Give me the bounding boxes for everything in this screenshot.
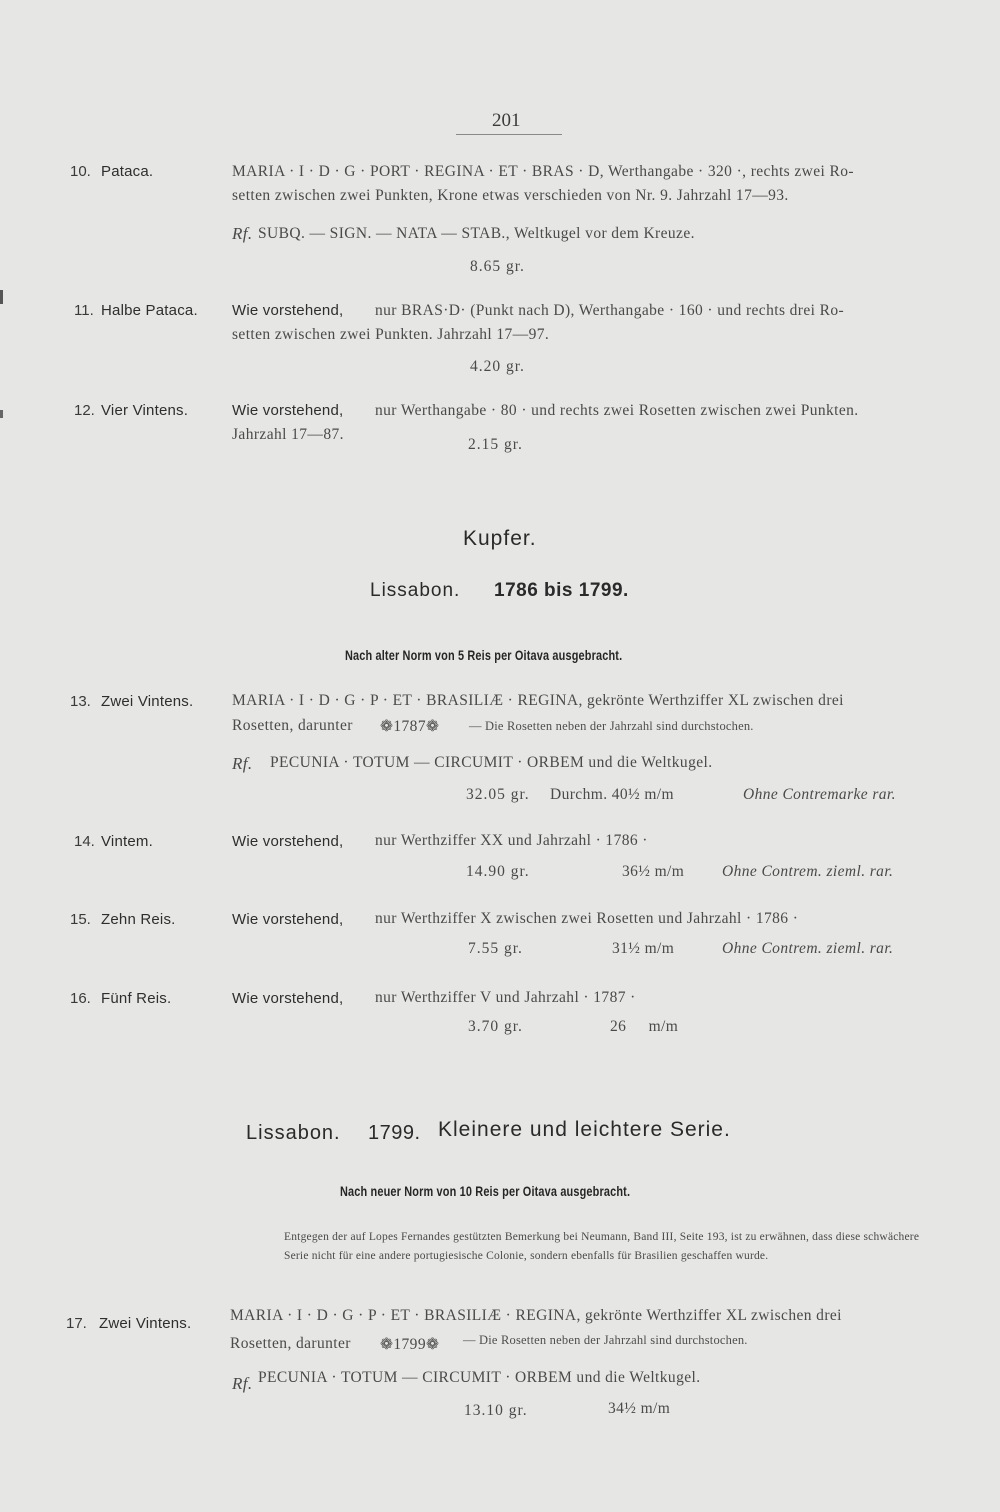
diameter: 36½ m/m (622, 863, 685, 880)
entry-text-line: MARIA · I · D · G · PORT · REGINA · ET · BRAS · D, Werthangabe · 320 ·, rechts zwei Ro- (232, 163, 854, 180)
entry-number: 16. (70, 990, 91, 1007)
entry-name: Vintem. (101, 833, 153, 850)
entry-text-line: MARIA · I · D · G · P · ET · BRASILIÆ · REGINA, gekrönte Werthziffer XL zwischen drei (232, 692, 844, 709)
entry-name: Fünf Reis. (101, 990, 172, 1007)
section-year: 1799. (368, 1122, 421, 1144)
entry-name: Zwei Vintens. (101, 693, 194, 710)
margin-mark (0, 290, 3, 304)
rosette-note: — Die Rosetten neben der Jahrzahl sind durchstochen. (469, 719, 754, 733)
rarity: Ohne Contrem. zieml. rar. (722, 940, 894, 957)
entry-number: 11. (74, 302, 94, 319)
section-subtitle-place: Lissabon. (370, 580, 461, 601)
entry-lead: Wie vorstehend, (232, 911, 344, 928)
weight: 3.70 gr. (468, 1018, 523, 1035)
entry-lead: Wie vorstehend, (232, 833, 344, 850)
diameter: 34½ m/m (608, 1400, 671, 1417)
weight: 7.55 gr. (468, 940, 523, 957)
reverse-label: Rf. (232, 754, 253, 773)
entry-name: Zwei Vintens. (99, 1315, 192, 1332)
page-number: 201 (492, 110, 521, 131)
weight: 13.10 gr. (464, 1402, 528, 1419)
section-subtitle-years: 1786 bis 1799. (494, 580, 629, 601)
entry-name: Zehn Reis. (101, 911, 176, 928)
weight: 2.15 gr. (468, 436, 523, 453)
entry-text-line: setten zwischen zwei Punkten, Krone etwas verschieden von Nr. 9. Jahrzahl 17—93. (232, 187, 789, 204)
entry-text-line: nur Werthziffer X zwischen zwei Rosetten und Jahrzahl · 1786 · (375, 910, 799, 927)
entry-lead: Wie vorstehend, (232, 990, 344, 1007)
entry-number: 14. (74, 833, 95, 850)
entry-number: 17. (66, 1315, 87, 1332)
entry-text-line: nur Werthziffer XX und Jahrzahl · 1786 · (375, 832, 648, 849)
norm-line: Nach alter Norm von 5 Reis per Oitava ausgebracht. (345, 647, 623, 663)
entry-text-line: nur BRAS·D· (Punkt nach D), Werthangabe · 160 · und rechts drei Ro- (375, 302, 845, 319)
entry-text-line: setten zwischen zwei Punkten. Jahrzahl 17—97. (232, 326, 550, 343)
entry-text-line: nur Werthangabe · 80 · und rechts zwei Rosetten zwischen zwei Punkten. (375, 402, 859, 419)
entry-name: Halbe Pataca. (101, 302, 198, 319)
diameter: 26 m/m (610, 1018, 679, 1035)
section-place: Lissabon. (246, 1122, 341, 1144)
margin-mark (0, 410, 3, 418)
norm-line: Nach neuer Norm von 10 Reis per Oitava ausgebracht. (340, 1183, 631, 1199)
section-title: Kleinere und leichtere Serie. (438, 1118, 731, 1141)
diameter: Durchm. 40½ m/m (550, 786, 674, 803)
section-title: Kupfer. (463, 527, 537, 550)
entry-text-line: Rosetten, darunter (232, 717, 353, 734)
weight: 14.90 gr. (466, 863, 530, 880)
entry-number: 12. (74, 402, 95, 419)
weight: 8.65 gr. (470, 258, 525, 275)
entry-text-line: nur Werthziffer V und Jahrzahl · 1787 · (375, 989, 636, 1006)
entry-number: 13. (70, 693, 91, 710)
rosette-note: — Die Rosetten neben der Jahrzahl sind durchstochen. (463, 1333, 748, 1347)
entry-name: Vier Vintens. (101, 402, 189, 419)
diameter: 31½ m/m (612, 940, 675, 957)
entry-text-line: Rosetten, darunter (230, 1335, 351, 1352)
rarity: Ohne Contremarke rar. (743, 786, 896, 803)
entry-number: 15. (70, 911, 91, 928)
reverse-label: Rf. (232, 1374, 253, 1393)
entry-lead: Wie vorstehend, (232, 302, 344, 319)
entry-lead: Wie vorstehend, (232, 402, 344, 419)
entry-text-line: MARIA · I · D · G · P · ET · BRASILIÆ · REGINA, gekrönte Werthziffer XL zwischen drei (230, 1307, 842, 1324)
reverse-label: Rf. (232, 224, 253, 243)
entry-number: 10. (70, 163, 91, 180)
reverse-text: PECUNIA · TOTUM — CIRCUMIT · ORBEM und die Weltkugel. (258, 1369, 701, 1386)
entry-text-line: Jahrzahl 17—87. (232, 426, 344, 443)
page-number-rule (456, 134, 562, 135)
editorial-note: Entgegen der auf Lopes Fernandes gestützten Bemerkung bei Neumann, Band III, Seite 193, ist zu erwähnen, dass diese schwächere Serie nicht für eine andere portugiesische Colonie, sondern ebenfalls für Brasilien geschaffen wurde. (284, 1231, 920, 1262)
rarity: Ohne Contrem. zieml. rar. (722, 863, 894, 880)
reverse-text: SUBQ. — SIGN. — NATA — STAB., Weltkugel vor dem Kreuze. (258, 225, 695, 242)
weight: 4.20 gr. (470, 358, 525, 375)
year-with-rosettes: ❁1799❁ (380, 1336, 440, 1353)
entry-name: Pataca. (101, 163, 154, 180)
weight: 32.05 gr. (466, 786, 530, 803)
year-with-rosettes: ❁1787❁ (380, 718, 440, 735)
reverse-text: PECUNIA · TOTUM — CIRCUMIT · ORBEM und die Weltkugel. (270, 754, 713, 771)
